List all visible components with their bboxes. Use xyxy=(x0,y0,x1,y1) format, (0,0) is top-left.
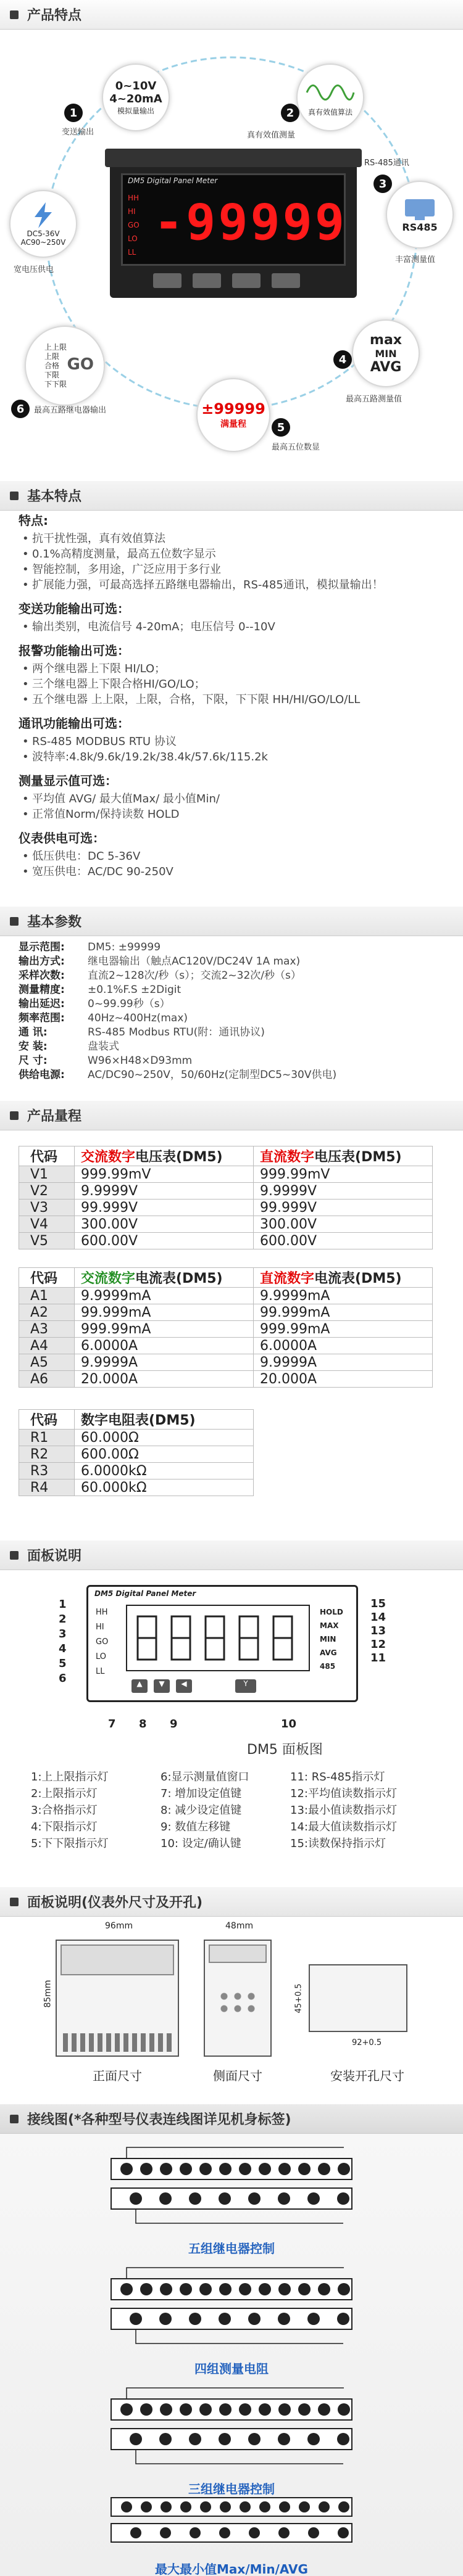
wiring-caption: 最大最小值Max/Min/AVG xyxy=(155,2562,308,2576)
param-key: 输出延迟: xyxy=(19,998,65,1010)
led-label: HOLD xyxy=(320,1608,343,1616)
side-caption: 侧面尺寸 xyxy=(213,2068,262,2083)
dc-cell: 300.00V xyxy=(254,1216,433,1233)
section-title: 基本参数 xyxy=(27,915,82,930)
code-cell: A4 xyxy=(19,1338,75,1354)
relay-line: 上上限 xyxy=(44,342,67,352)
feature-item: • 输出类别，电流信号 4-20mA；电压信号 0--10V xyxy=(19,619,383,635)
relay-line: 合格 xyxy=(44,361,59,370)
relay-line: 下下限 xyxy=(44,379,67,389)
led-label: MIN xyxy=(320,1635,336,1644)
param-key: 频率范围: xyxy=(19,1012,65,1024)
legend-item: 10: 设定/确认键 xyxy=(161,1837,241,1850)
section-ranges-head xyxy=(0,1101,463,1130)
front-height-label: 85mm xyxy=(43,1980,53,2008)
resistance-range-table xyxy=(19,1409,254,1496)
panel-diagram xyxy=(0,1579,463,1764)
param-value: 直流2~128次/秒（s）；交流2~32次/秒（s） xyxy=(88,969,301,982)
power-l1: DC5-36V xyxy=(27,229,60,238)
cutout-caption: 安装开孔尺寸 xyxy=(330,2068,404,2083)
square-bullet-icon xyxy=(10,10,19,19)
table-row xyxy=(19,1216,433,1233)
ac-cell: 99.999V xyxy=(75,1200,254,1216)
legend-item: 12:平均值读数指示灯 xyxy=(290,1787,397,1800)
square-bullet-icon xyxy=(10,917,19,926)
table-row xyxy=(19,1233,433,1249)
feature-item: • 正常值Norm/保持读数 HOLD xyxy=(19,807,383,822)
wiring-caption: 三组继电器控制 xyxy=(188,2482,275,2496)
dc-cell: 600.00V xyxy=(254,1233,433,1249)
side-bezel xyxy=(209,1944,267,1963)
callout-5-label: 最高五位数显 xyxy=(272,443,320,452)
badge-true-rms xyxy=(296,64,364,131)
table-row xyxy=(19,1166,433,1183)
go-mark: GO xyxy=(67,355,94,374)
front-width-label: 96mm xyxy=(105,1921,133,1931)
set-key[interactable]: Y xyxy=(235,1679,256,1693)
code-cell: V5 xyxy=(19,1233,75,1249)
legend-item: 3:合格指示灯 xyxy=(31,1804,98,1817)
section-title: 产品特点 xyxy=(27,8,82,23)
value-cell: 600.00Ω xyxy=(75,1446,254,1463)
right-num-column xyxy=(370,1597,386,1665)
num-label: 8 xyxy=(139,1718,147,1730)
meter-keys xyxy=(153,273,300,288)
led-ll: LL xyxy=(128,248,136,257)
legend-item: 6:显示测量值窗口 xyxy=(161,1771,249,1784)
num-label: 5 xyxy=(59,1657,67,1670)
param-row xyxy=(19,969,336,983)
legend-item: 2:上限指示灯 xyxy=(31,1787,98,1800)
feature-item: • RS-485 MODBUS RTU 协议 xyxy=(19,734,383,749)
badge-line: 模拟量输出 xyxy=(117,106,154,115)
table-row xyxy=(19,1338,433,1354)
table-row xyxy=(19,1288,433,1304)
ac-cell: 9.9999A xyxy=(75,1354,254,1371)
section-features-head xyxy=(0,0,463,30)
param-row xyxy=(19,1011,336,1026)
legend-item: 4:下限指示灯 xyxy=(31,1821,98,1833)
param-row xyxy=(19,983,336,997)
callout-2-label: 真有效值测量 xyxy=(247,131,296,140)
param-row xyxy=(19,1040,336,1054)
dc-volt-header xyxy=(254,1146,433,1166)
front-caption: 正面尺寸 xyxy=(93,2068,142,2083)
section-title: 面板说明 xyxy=(27,1549,82,1564)
section-dims-head xyxy=(0,1887,463,1917)
legend-item: 9: 数值左移键 xyxy=(161,1821,231,1833)
param-value: 继电器输出（触点AC120V/DC24V 1A max) xyxy=(88,955,301,968)
dc-suffix: 电压表(DM5) xyxy=(314,1150,402,1165)
ac-prefix: 交流数字 xyxy=(81,1271,136,1286)
param-row xyxy=(19,1068,336,1082)
param-row xyxy=(19,955,336,969)
section-title: 面板说明(仪表外尺寸及开孔) xyxy=(27,1895,203,1911)
code-header: 代码 xyxy=(19,1268,75,1288)
legend-item: 11: RS-485指示灯 xyxy=(290,1771,385,1784)
meter-digits: -99999 xyxy=(154,194,347,251)
meter-key[interactable] xyxy=(232,273,261,288)
ac-prefix: 交流数字 xyxy=(81,1150,136,1165)
feature-item: • 三个继电器上下限合格HI/GO/LO； xyxy=(19,677,383,692)
dc-cell: 9.9999V xyxy=(254,1183,433,1200)
feature-item: • 0.1%高精度测量，最高五位数字显示 xyxy=(19,546,383,562)
hero-meter xyxy=(110,156,357,298)
table-row xyxy=(19,1304,433,1321)
badge-analog-output xyxy=(102,64,170,131)
param-row xyxy=(19,997,336,1011)
num-label: 12 xyxy=(370,1638,386,1651)
group-title: 通讯功能输出可选： xyxy=(19,716,130,731)
num-label: 7 xyxy=(108,1718,116,1730)
num-label: 2 xyxy=(59,1613,67,1626)
basic-features-list xyxy=(19,513,383,879)
table-row xyxy=(19,1479,254,1496)
dc-cell: 999.99mA xyxy=(254,1321,433,1338)
badge-max-min-avg xyxy=(352,319,420,387)
front-terminals xyxy=(63,2033,172,2052)
led-label: LL xyxy=(96,1667,105,1676)
square-bullet-icon xyxy=(10,1111,19,1120)
param-value: DM5: ±99999 xyxy=(88,941,161,953)
square-bullet-icon xyxy=(10,492,19,500)
led-label: GO xyxy=(96,1637,109,1647)
dc-prefix: 直流数字 xyxy=(260,1271,315,1286)
num-label: 9 xyxy=(170,1718,178,1730)
callout-3-label: RS-485通讯 xyxy=(364,158,409,168)
dc-suffix: 电流表(DM5) xyxy=(314,1271,402,1286)
relay-line: 下限 xyxy=(44,370,59,379)
param-key: 供给电源: xyxy=(19,1069,65,1081)
legend-item: 14:最大值读数指示灯 xyxy=(290,1821,397,1833)
meter-brand: DM5 Digital Panel Meter xyxy=(128,176,218,185)
wiring-caption: 五组继电器控制 xyxy=(188,2241,275,2256)
feature-item: • 五个继电器 上上限，上限，合格，下限，下下限 HH/HI/GO/LO/LL xyxy=(19,692,383,707)
meter-led-column xyxy=(128,191,140,259)
legend-item: 8: 减少设定值键 xyxy=(161,1804,242,1817)
section-title: 基本特点 xyxy=(27,489,82,504)
dc-cell: 999.99mV xyxy=(254,1166,433,1183)
feature-item: • 波特率:4.8k/9.6k/19.2k/38.4k/57.6k/115.2k xyxy=(19,749,383,765)
param-key: 测量精度: xyxy=(19,984,65,996)
led-label: AVG xyxy=(320,1648,337,1657)
dc-cell: 99.999V xyxy=(254,1200,433,1216)
group-title: 仪表供电可选： xyxy=(19,831,105,846)
legend-item: 15:读数保持指示灯 xyxy=(290,1837,386,1850)
led-label: 485 xyxy=(320,1662,336,1671)
sine-wave-icon xyxy=(306,78,355,107)
dc-cell: 20.000A xyxy=(254,1371,433,1388)
ac-suffix: 电压表(DM5) xyxy=(135,1150,223,1165)
callout-1: 1 xyxy=(64,104,83,122)
led-label: HI xyxy=(96,1623,104,1632)
callout-6-label: 最高五路继电器输出 xyxy=(34,406,107,415)
code-header: 代码 xyxy=(19,1410,75,1430)
table-row xyxy=(19,1371,433,1388)
cutout-view xyxy=(309,1964,407,2032)
value-cell: 60.000Ω xyxy=(75,1430,254,1446)
ac-amp-header xyxy=(75,1268,254,1288)
feature-item: • 宽压供电：AC/DC 90-250V xyxy=(19,864,383,879)
callout-2: 2 xyxy=(281,104,299,122)
num-label: 13 xyxy=(370,1624,386,1637)
front-view xyxy=(56,1940,179,2057)
dc-cell: 99.999mA xyxy=(254,1304,433,1321)
relay-lines xyxy=(44,343,67,389)
code-cell: A1 xyxy=(19,1288,75,1304)
led-hi: HI xyxy=(128,207,136,216)
ac-cell: 20.000A xyxy=(75,1371,254,1388)
led-label: HH xyxy=(96,1608,108,1617)
num-label: 15 xyxy=(370,1597,386,1610)
param-key: 通 讯: xyxy=(19,1026,48,1039)
legend-col1 xyxy=(31,1769,109,1852)
power-label: 宽电压供电 xyxy=(14,265,54,274)
meter-bezel xyxy=(105,149,362,167)
led-label: LO xyxy=(96,1652,107,1661)
code-cell: V3 xyxy=(19,1200,75,1216)
param-value: 40Hz~400Hz(max) xyxy=(88,1012,188,1024)
lightning-icon xyxy=(31,201,56,229)
param-key: 采样次数: xyxy=(19,969,65,982)
section-wiring-head xyxy=(0,2104,463,2134)
param-row xyxy=(19,940,336,955)
callout-6: 6 xyxy=(11,400,30,418)
legend-col2 xyxy=(161,1769,249,1852)
badge-five-digit xyxy=(196,378,270,452)
current-range-table xyxy=(19,1267,433,1388)
panel-left-leds xyxy=(96,1605,108,1679)
ac-cell: 999.99mA xyxy=(75,1321,254,1338)
param-row xyxy=(19,1054,336,1068)
panel-right-leds xyxy=(320,1605,343,1673)
ac-cell: 999.99mV xyxy=(75,1166,254,1183)
panel-brand: DM5 Digital Panel Meter xyxy=(94,1589,196,1598)
square-bullet-icon xyxy=(10,1898,19,1906)
value-cell: 60.000kΩ xyxy=(75,1479,254,1496)
dc-amp-header xyxy=(254,1268,433,1288)
relay-line: 上限 xyxy=(44,352,59,361)
code-cell: R4 xyxy=(19,1479,75,1496)
num-label: 6 xyxy=(59,1672,67,1685)
dc-cell: 9.9999A xyxy=(254,1354,433,1371)
dc-cell: 9.9999mA xyxy=(254,1288,433,1304)
badge-line: RS485 xyxy=(402,221,438,233)
table-row xyxy=(19,1430,254,1446)
group-title: 特点: xyxy=(19,513,48,528)
num-label: 4 xyxy=(59,1642,67,1655)
ac-cell: 300.00V xyxy=(75,1216,254,1233)
num-label: 1 xyxy=(59,1598,67,1611)
badge-line: 4~20mA xyxy=(109,92,162,105)
shift-key[interactable]: ◀ xyxy=(176,1679,192,1693)
badge-line: AVG xyxy=(370,359,402,375)
legend-item: 1:上上限指示灯 xyxy=(31,1771,109,1784)
code-header: 代码 xyxy=(19,1146,75,1166)
meter-key[interactable] xyxy=(193,273,221,288)
ac-cell: 9.9999V xyxy=(75,1183,254,1200)
callout-1-label: 变送输出 xyxy=(62,128,94,137)
callout-4: 4 xyxy=(333,350,352,369)
hero-diagram xyxy=(0,30,463,461)
meter-key[interactable] xyxy=(153,273,181,288)
ohm-header: 数字电阻表(DM5) xyxy=(75,1410,254,1430)
ac-cell: 600.00V xyxy=(75,1233,254,1249)
code-cell: V2 xyxy=(19,1183,75,1200)
left-num-column xyxy=(59,1597,67,1686)
power-l2: AC90~250V xyxy=(20,238,66,247)
param-value: 0~99.99秒（s） xyxy=(88,998,170,1010)
num-label: 11 xyxy=(370,1652,386,1665)
table-header-row xyxy=(19,1410,254,1430)
badge-line: 满量程 xyxy=(220,419,246,429)
cutout-height-label: 45+0.5 xyxy=(294,1983,304,2014)
param-row xyxy=(19,1026,336,1040)
led-hh: HH xyxy=(128,194,140,202)
code-cell: R1 xyxy=(19,1430,75,1446)
side-view xyxy=(204,1940,272,2057)
meter-screen xyxy=(121,173,346,266)
badge-power xyxy=(9,190,77,258)
led-label: MAX xyxy=(320,1621,339,1630)
up-key[interactable]: ▲ xyxy=(131,1679,148,1693)
dc-prefix: 直流数字 xyxy=(260,1150,315,1165)
wiring-diagrams xyxy=(0,2134,463,2576)
bottom-num-row xyxy=(108,1718,296,1730)
callout-3: 3 xyxy=(373,175,392,193)
code-cell: R3 xyxy=(19,1463,75,1479)
section-params-head xyxy=(0,907,463,936)
group-title: 变送功能输出可选： xyxy=(19,601,130,616)
param-key: 输出方式: xyxy=(19,955,65,968)
section-basic-head xyxy=(0,481,463,511)
param-key: 安 装: xyxy=(19,1040,48,1053)
group-title: 报警功能输出可选： xyxy=(19,643,130,658)
square-bullet-icon xyxy=(10,2115,19,2123)
section-panel-head xyxy=(0,1541,463,1570)
panel-keys xyxy=(131,1679,256,1693)
callout-3-label2: 丰富测量值 xyxy=(395,255,436,265)
code-cell: R2 xyxy=(19,1446,75,1463)
param-key: 显示范围: xyxy=(19,941,65,953)
square-bullet-icon xyxy=(10,1551,19,1560)
group-title: 测量显示值可选： xyxy=(19,773,117,788)
table-row xyxy=(19,1200,433,1216)
legend-col3 xyxy=(290,1769,397,1852)
panel-title: DM5 面板图 xyxy=(247,1742,323,1758)
badge-rs485 xyxy=(386,181,454,249)
seven-seg-window xyxy=(125,1604,311,1672)
section-title: 产品量程 xyxy=(27,1109,82,1124)
down-key[interactable]: ▼ xyxy=(154,1679,170,1693)
param-value: AC/DC90~250V，50/60Hz(定制型DC5~30V供电) xyxy=(88,1069,337,1081)
badge-line: 真有效值算法 xyxy=(307,107,352,117)
feature-item: • 扩展能力强，可最高选择五路继电器输出，RS-485通讯，模拟量输出！ xyxy=(19,577,383,593)
side-width-label: 48mm xyxy=(225,1921,254,1931)
feature-item: • 智能控制，多用途，广泛应用于多行业 xyxy=(19,562,383,577)
value-cell: 6.0000kΩ xyxy=(75,1463,254,1479)
side-connectors xyxy=(217,1990,258,2015)
dc-cell: 6.0000A xyxy=(254,1338,433,1354)
params-list xyxy=(19,940,336,1082)
meter-key[interactable] xyxy=(272,273,300,288)
callout-5: 5 xyxy=(272,418,290,437)
feature-item: • 抗干扰性强，真有效值算法 xyxy=(19,531,383,546)
table-row xyxy=(19,1321,433,1338)
led-lo: LO xyxy=(128,234,138,243)
badge-line: MIN xyxy=(375,347,397,360)
table-row xyxy=(19,1354,433,1371)
ac-cell: 99.999mA xyxy=(75,1304,254,1321)
feature-item: • 两个继电器上下限 HI/LO； xyxy=(19,661,383,677)
code-cell: A2 xyxy=(19,1304,75,1321)
table-row xyxy=(19,1183,433,1200)
code-cell: V4 xyxy=(19,1216,75,1233)
badge-line: max xyxy=(370,332,402,348)
code-cell: A5 xyxy=(19,1354,75,1371)
badge-line: 0~10V xyxy=(115,79,157,93)
ac-cell: 6.0000A xyxy=(75,1338,254,1354)
code-cell: A3 xyxy=(19,1321,75,1338)
param-value: 盘装式 xyxy=(88,1040,119,1053)
wiring-caption: 四组测量电阻 xyxy=(194,2361,269,2376)
code-cell: A6 xyxy=(19,1371,75,1388)
param-value: W96×H48×D93mm xyxy=(88,1055,193,1067)
num-label: 14 xyxy=(370,1611,386,1624)
cutout-width-label: 92+0.5 xyxy=(352,2038,382,2047)
param-value: RS-485 Modbus RTU(附：通讯协议) xyxy=(88,1026,265,1039)
ac-suffix: 电流表(DM5) xyxy=(135,1271,223,1286)
table-header-row xyxy=(19,1146,433,1166)
param-value: ±0.1%F.S ±2Digit xyxy=(88,984,181,996)
dims-diagram xyxy=(0,1921,463,2106)
section-title: 接线图(*各种型号仪表连线图详见机身标签) xyxy=(27,2112,291,2128)
badge-relay xyxy=(25,326,105,406)
panel-meter-outline xyxy=(86,1585,358,1702)
table-row xyxy=(19,1446,254,1463)
legend-item: 7: 增加设定值键 xyxy=(161,1787,242,1800)
table-row xyxy=(19,1463,254,1479)
front-bezel xyxy=(60,1944,174,1975)
voltage-range-table xyxy=(19,1146,433,1249)
legend-item: 13:最小值读数指示灯 xyxy=(290,1804,397,1817)
badge-line: ±99999 xyxy=(201,400,265,418)
num-label: 10 xyxy=(281,1718,297,1730)
callout-4-label: 最高五路测量值 xyxy=(346,395,403,404)
feature-item: • 平均值 AVG/ 最大值Max/ 最小值Min/ xyxy=(19,791,383,807)
ac-cell: 9.9999mA xyxy=(75,1288,254,1304)
computer-icon xyxy=(401,197,438,221)
table-header-row xyxy=(19,1268,433,1288)
ac-volt-header xyxy=(75,1146,254,1166)
feature-item: • 低压供电：DC 5-36V xyxy=(19,849,383,864)
led-go: GO xyxy=(128,221,140,229)
code-cell: V1 xyxy=(19,1166,75,1183)
legend-item: 5:下下限指示灯 xyxy=(31,1837,109,1850)
num-label: 3 xyxy=(59,1627,67,1640)
param-key: 尺 寸: xyxy=(19,1055,48,1067)
